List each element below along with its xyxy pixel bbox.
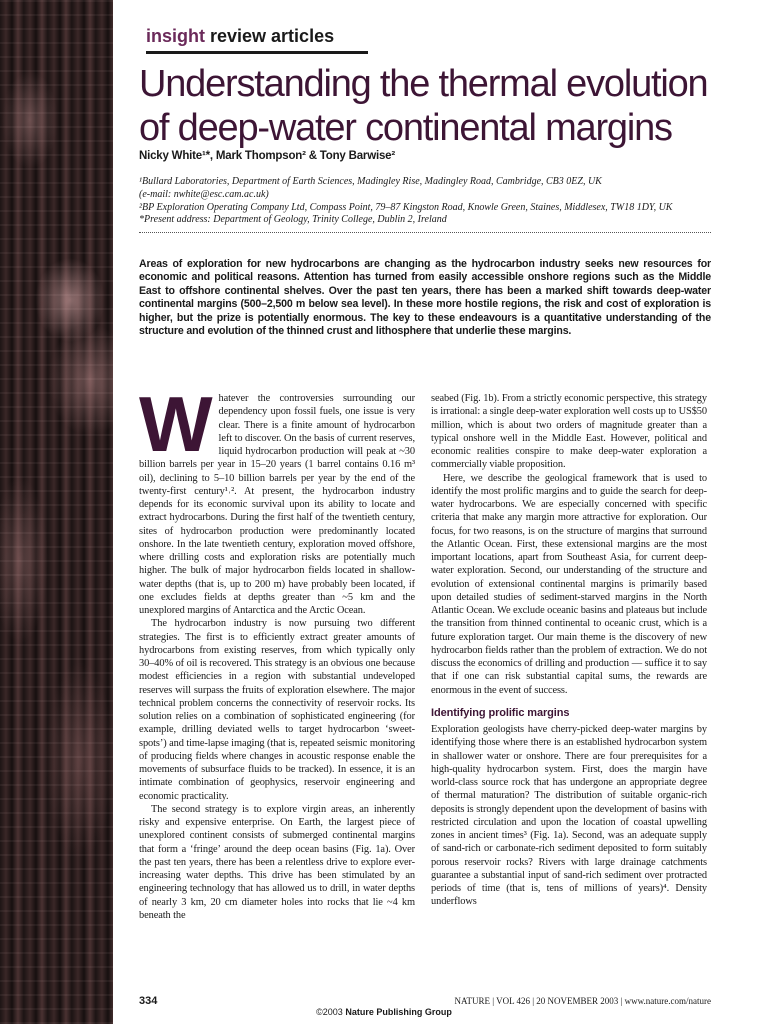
sidebar-photo bbox=[0, 0, 113, 1024]
body-column-2 bbox=[431, 392, 707, 909]
body-column-1 bbox=[139, 380, 415, 922]
copyright-year: ©2003 bbox=[316, 1007, 343, 1017]
paragraph: The hydrocarbon industry is now pursuing two different strategies. The first is to efficiently extract greater amounts of hydrocarbons from existing reserves, from which typically only 30–40% of oil is recovered. This strategy is an obvious one because modest efficiencies in a region with substantial undeveloped reserves will surpass the fruits of exploration elsewhere. The major technical problem concerns the connectivity of reservoir rocks. Its solution relies on a combination of sophisticated engineering (for example, drilling deviated wells to target hydrocarbon ‘sweet-spots’) and time-lapse imaging (that is, repeated seismic monitoring of producing fields where changes in acoustic response enable the movements of subsurface fluids to be tracked). In essence, it is an intimate combination of geophysics, reservoir engineering and economic practicality. bbox=[139, 618, 415, 802]
journal-info: NATURE | VOL 426 | 20 NOVEMBER 2003 | www.nature.com/nature bbox=[454, 996, 711, 1006]
paragraph-text: hatever the controversies surrounding our dependency upon fossil fuels, one issue is very clear. There is a finite amount of hydrocarbon left to discover. On the basis of current reserves, liquid hydrocarbon production will peak at ~30 billion barrels per year in 15–20 years (1 barrel contains 0.16 m³ oil), declining to 5–10 billion barrels per year by the end of the twenty-first century¹˒². At present, the hydrocarbon industry depends for its economic survival upon its ability to locate and extract hydrocarbons. During the first half of the twentieth century, sites of hydrocarbon production were predominantly located onshore. In the late twentieth century, exploration moved offshore, where drilling costs and exploration risks are potentially much higher. The bulk of major hydrocarbon fields located in shallow-water depths (that is, up to 200 m) have probably been located, if one excludes fields at depths greater than ~5 km and the unexplored margins of Antarctica and the Arctic Ocean. bbox=[139, 393, 415, 616]
copyright-line bbox=[0, 1007, 768, 1017]
paragraph: Exploration geologists have cherry-picked deep-water margins by identifying those where there is an established hydrocarbon system in shallower water or onshore. There are four prerequisites for a high-quality hydrocarbon system. First, does the margin have world-class source rock that has undergone an appropriate degree of thermal maturation? The distribution of suitable organic-rich deposits is strongly dependent upon the development of basins with restricted circulation and upon the location of coastal upwelling zones in ancient times³ (Fig. 1a). Second, was an adequate supply of sand-rich or carbonate-rich sediment deposited to form suitably porous reservoir rocks? Rivers with large drainage catchments guarantee a substantial input of sand-rich sediment over protracted periods of time (that is, tens of millions of years)⁴. Density underflows bbox=[431, 724, 707, 908]
section-header bbox=[146, 26, 334, 47]
paragraph bbox=[139, 380, 415, 617]
publisher-name: Nature Publishing Group bbox=[345, 1007, 452, 1017]
affiliation-email: (e-mail: nwhite@esc.cam.ac.uk) bbox=[139, 188, 269, 200]
kicker-insight: insight bbox=[146, 26, 205, 46]
author-list: Nicky White¹*, Mark Thompson² & Tony Barwise² bbox=[139, 150, 395, 162]
page-number: 334 bbox=[139, 995, 158, 1007]
affiliations bbox=[139, 176, 719, 227]
affiliation-1: ¹Bullard Laboratories, Department of Earth Sciences, Madingley Rise, Madingley Road, Cambridge, CB3 0EZ, UK bbox=[139, 176, 602, 187]
section-heading: Identifying prolific margins bbox=[431, 706, 570, 719]
abstract: Areas of exploration for new hydrocarbons are changing as the hydrocarbon industry seeks new resources for economic and political reasons. Attention has turned from easily accessible onshore regions such as the Middle East to offshore continental shelves. Over the past ten years, there has been a marked shift towards deep-water continental margins (500–2,500 m below sea level). In these more hostile regions, the risk and cost of exploration is higher, but the prize is potentially enormous. The key to these endeavours is a quantitative understanding of the structure and evolution of the thinned crust and lithosphere that underlie these margins. bbox=[139, 258, 711, 338]
affiliation-present-address: *Present address: Department of Geology, Trinity College, Dublin 2, Ireland bbox=[139, 214, 447, 226]
paragraph: Here, we describe the geological framework that is used to identify the most prolific margins and to guide the search for deep-water hydrocarbons. We are especially concerned with specific criteria that make any margin more attractive for exploration. Our focus, for two reasons, is on the structure of margins that surround the Atlantic Ocean. First, these extensional margins are the most important locations, apart from Southeast Asia, for current deep-water exploration. Second, our understanding of the structure and evolution of extensional continental margins is primarily based upon detailed studies of sediment-starved margins in the North Atlantic Ocean. We exclude oceanic basins and plateaus but include the transition from thinned continental to oceanic crust, which is a future exploration target. Our main theme is the discovery of new hydrocarbon fields rather than the problem of extraction. We do not discuss the economics of drilling and production — suffice it to say that if one can risk substantial capital sums, the rewards are enormous in the event of success. bbox=[431, 472, 707, 696]
drop-cap: W bbox=[139, 380, 213, 468]
affiliation-2: ²BP Exploration Operating Company Ltd, Compass Point, 79–87 Kingston Road, Knowle Green, Staines, Middlesex, TW18 1DY, UK bbox=[139, 201, 673, 213]
header-rule bbox=[146, 51, 368, 54]
kicker-review-articles: review articles bbox=[205, 26, 335, 46]
article-title: Understanding the thermal evolution of deep-water continental margins bbox=[139, 63, 708, 149]
dotted-divider bbox=[139, 232, 711, 233]
paragraph: seabed (Fig. 1b). From a strictly economic perspective, this strategy is irrational: a single deep-water exploration well costs up to US$50 million, which is about two orders of magnitude greater than a typical onshore well in the Middle East. However, political and economic realities conspire to make deep-water exploration a commercially viable proposition. bbox=[431, 393, 707, 471]
paragraph: The second strategy is to explore virgin areas, an inherently risky and expensive enterprise. On Earth, the largest piece of unexplored continent consists of submerged continental margins that form a ‘fringe’ around the deep ocean basins (Fig. 1a). Over the past ten years, there has been a relentless drive to explore ever-increasing water depths. This drive has been stimulated by an engineering technology that has allowed us to drill, in water depths of nearly 3 km, 20 cm diameter holes into rocks that lie ~4 km beneath the bbox=[139, 803, 415, 921]
